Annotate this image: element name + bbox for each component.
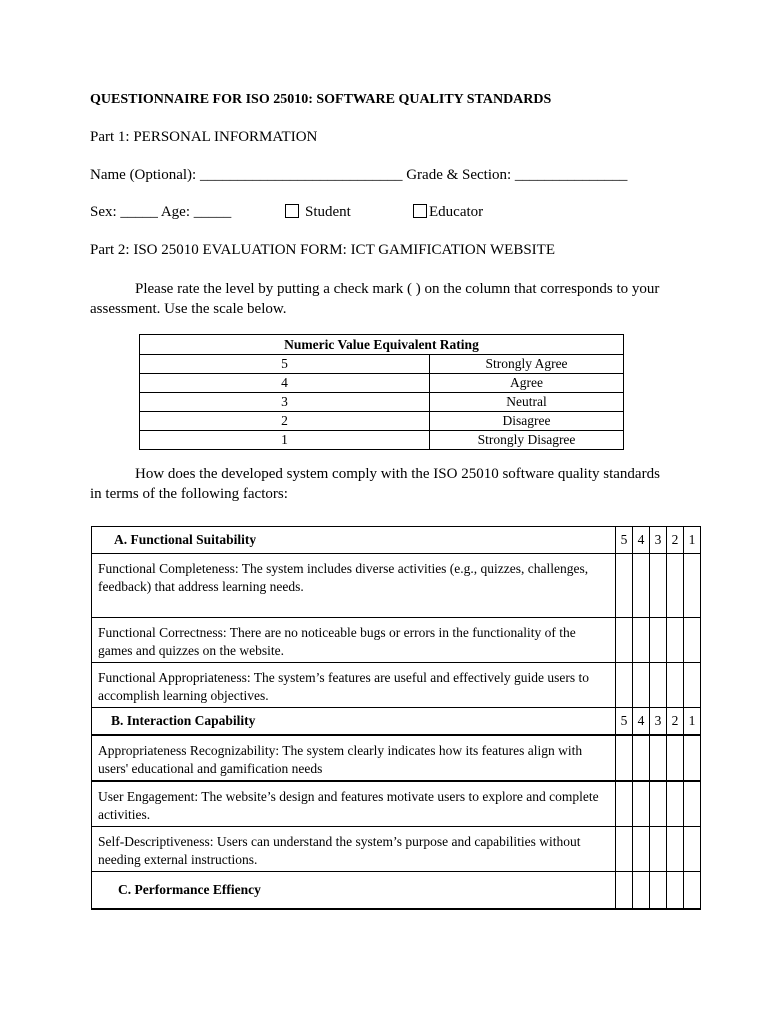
rating-cell[interactable] [667,781,684,827]
rating-col-header: 5 [616,527,633,554]
rating-col-header: 1 [684,527,701,554]
evaluation-table [91,526,701,910]
question-item: Functional Appropriateness: The system’s features are useful and effectively guide users to accomplish learning objectives. [92,663,616,708]
scale-value: 5 [140,355,430,374]
rating-col-header: 2 [667,708,684,736]
section-title-b: B. Interaction Capability [92,708,616,736]
rating-cell[interactable] [616,872,633,910]
rating-cell[interactable] [633,735,650,781]
rating-col-header: 4 [633,527,650,554]
section-title-a: A. Functional Suitability [92,527,616,554]
rating-cell[interactable] [684,554,701,618]
rating-col-header: 3 [650,527,667,554]
rating-cell[interactable] [667,618,684,663]
rating-cell[interactable] [667,554,684,618]
scale-header: Numeric Value Equivalent Rating [140,335,624,355]
rating-cell[interactable] [684,618,701,663]
rating-cell[interactable] [650,735,667,781]
rating-cell[interactable] [650,781,667,827]
rating-cell[interactable] [684,827,701,872]
rating-cell[interactable] [633,827,650,872]
scale-rating: Neutral [430,393,624,412]
scale-rating: Strongly Disagree [430,431,624,450]
question-item: User Engagement: The website’s design and features motivate users to explore and complete activities. [92,781,616,827]
rating-cell[interactable] [667,663,684,708]
rating-cell[interactable] [616,735,633,781]
rating-cell[interactable] [633,781,650,827]
educator-label: Educator [429,204,484,220]
rating-cell[interactable] [667,735,684,781]
rating-col-header: 1 [684,708,701,736]
part2-heading: Part 2: ISO 25010 EVALUATION FORM: ICT GAMIFICATION WEBSITE [90,242,556,258]
scale-rating: Agree [430,374,624,393]
section-title-c: C. Performance Effiency [92,872,616,910]
question-item: Functional Correctness: There are no noticeable bugs or errors in the functionality of the games and quizzes on the website. [92,618,616,663]
rating-col-header: 5 [616,708,633,736]
rating-col-header: 4 [633,708,650,736]
student-label: Student [305,204,351,220]
rating-cell[interactable] [633,554,650,618]
rating-cell[interactable] [650,618,667,663]
rating-cell[interactable] [667,872,684,910]
rating-cell[interactable] [633,872,650,910]
rating-cell[interactable] [684,872,701,910]
rating-cell[interactable] [650,872,667,910]
question-item: Self-Descriptiveness: Users can understand the system’s purpose and capabilities without needing external instructions. [92,827,616,872]
rating-cell[interactable] [616,781,633,827]
rating-cell[interactable] [616,827,633,872]
rating-col-header: 2 [667,527,684,554]
scale-value: 2 [140,412,430,431]
student-option[interactable] [285,204,351,221]
rating-cell[interactable] [667,827,684,872]
educator-option[interactable] [413,204,483,221]
rating-cell[interactable] [616,663,633,708]
scale-rating: Disagree [430,412,624,431]
rating-cell[interactable] [684,735,701,781]
rating-cell[interactable] [650,827,667,872]
question-paragraph: How does the developed system comply with the ISO 25010 software quality standards in terms of the following factors: [90,466,660,502]
question-item: Functional Completeness: The system includes diverse activities (e.g., quizzes, challenges, feedback) that address learning needs. [92,554,616,618]
rating-cell[interactable] [616,554,633,618]
rating-cell[interactable] [616,618,633,663]
rating-cell[interactable] [684,663,701,708]
instructions-paragraph: Please rate the level by putting a check mark ( ) on the column that corresponds to your assessment. Use the scale below. [90,281,660,317]
rating-cell[interactable] [633,618,650,663]
student-checkbox[interactable] [285,204,299,218]
name-grade-line: Name (Optional): ___________________________ Grade & Section: _______________ [90,167,628,183]
part1-heading: Part 1: PERSONAL INFORMATION [90,129,318,145]
rating-col-header: 3 [650,708,667,736]
rating-cell[interactable] [650,663,667,708]
sex-age-line: Sex: _____ Age: _____ [90,204,232,220]
scale-rating: Strongly Agree [430,355,624,374]
scale-value: 1 [140,431,430,450]
rating-cell[interactable] [684,781,701,827]
question-item: Appropriateness Recognizability: The system clearly indicates how its features align with users' educational and gamification needs [92,735,616,781]
scale-value: 3 [140,393,430,412]
educator-checkbox[interactable] [413,204,427,218]
scale-value: 4 [140,374,430,393]
rating-cell[interactable] [633,663,650,708]
page-title: QUESTIONNAIRE FOR ISO 25010: SOFTWARE QUALITY STANDARDS [90,92,552,107]
rating-scale-table [139,334,624,450]
rating-cell[interactable] [650,554,667,618]
